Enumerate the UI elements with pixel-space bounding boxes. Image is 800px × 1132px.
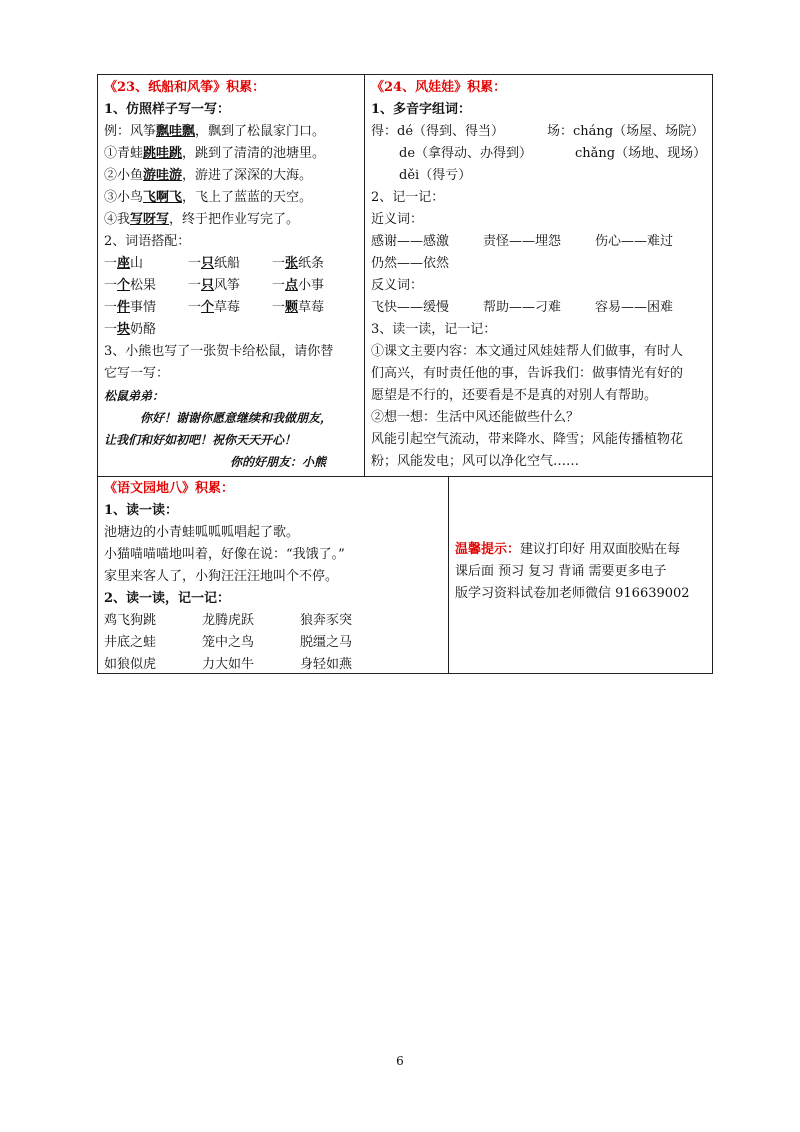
garden8-title (104, 480, 234, 498)
idiom: 如狼似虎 (104, 657, 157, 672)
match-measure: 个 (201, 300, 215, 315)
think-line1: ②想一想：生活中风还能做些什么？ (371, 410, 580, 425)
pinyin: cháng (573, 124, 614, 139)
garden8-s2-title: 2、读一读，记一记： (104, 591, 231, 606)
practice-2-prefix: ②小鱼 (104, 168, 144, 183)
garden8-s1-title: 1、读一读： (104, 503, 179, 518)
synonym-pair: 感谢——感激 (371, 234, 450, 249)
idiom: 身轻如燕 (300, 657, 353, 672)
lesson23-s1-title: 1、仿照样子写一写： (104, 102, 231, 117)
idiom: 鸡飞狗跳 (104, 613, 157, 628)
match-measure: 个 (117, 278, 131, 293)
match-item (104, 299, 156, 317)
card-salutation: 松鼠弟弟： (104, 389, 165, 403)
match-item (188, 299, 240, 317)
read-sentence-3: 家里来客人了，小狗汪汪汪地叫个不停。 (104, 569, 339, 584)
match-noun: 风筝 (214, 278, 241, 293)
match-item (188, 255, 240, 273)
divider-bottom-vertical (448, 476, 449, 673)
lesson24-cell (371, 79, 709, 474)
synonym-pair: 仍然——依然 (371, 256, 450, 271)
example-prefix: 例：风筝 (104, 124, 157, 139)
read-sentence-2: 小猫喵喵喵地叫着，好像在说：“我饿了。” (104, 547, 345, 562)
match-noun: 纸条 (298, 256, 325, 271)
synonym-pair: 伤心——难过 (595, 234, 674, 249)
match-measure: 座 (117, 256, 131, 271)
match-noun: 松果 (130, 278, 157, 293)
pinyin: de (399, 146, 416, 161)
polyphone-chang-1 (547, 123, 704, 141)
practice-1-prefix: ①青蛙 (104, 146, 144, 161)
match-prefix: 一 (188, 278, 202, 293)
practice-1-word: 跳哇跳 (143, 146, 183, 161)
tip-line3: 版学习资料试卷加老师微信 916639002 (455, 586, 690, 601)
idiom: 笼中之鸟 (202, 635, 255, 650)
pinyin-words: （得到、得当） (413, 124, 505, 139)
card-signature: 你的好朋友：小熊 (230, 455, 327, 469)
match-item (272, 255, 324, 273)
practice-1-suffix: ，跳到了清清的池塘里。 (182, 146, 326, 161)
main-content-line1: ①课文主要内容：本文通过风娃娃帮人们做事，有时人 (371, 344, 684, 359)
polyphone-de-char: 得： (371, 124, 398, 139)
match-prefix: 一 (272, 300, 286, 315)
match-noun: 奶酪 (130, 322, 157, 337)
idiom: 狼奔豕突 (300, 613, 353, 628)
match-noun: 小事 (298, 278, 325, 293)
practice-4-word: 写呀写 (130, 212, 170, 227)
match-prefix: 一 (104, 300, 118, 315)
idiom: 力大如牛 (202, 657, 255, 672)
match-noun: 纸船 (214, 256, 241, 271)
synonym-title: 近义词： (371, 212, 424, 227)
garden8-title-suffix: 积累： (195, 481, 235, 496)
lesson24-s2-title: 2、记一记： (371, 190, 445, 205)
think-line2: 风能引起空气流动，带来降水、降雪；风能传播植物花 (371, 432, 684, 447)
think-line3: 粉；风能发电；风可以净化空气…… (371, 454, 580, 469)
match-prefix: 一 (188, 300, 202, 315)
practice-sentence-3 (104, 189, 312, 207)
match-noun: 事情 (130, 300, 157, 315)
main-content-line3: 愿望是不行的，还要看是不是真的对别人有帮助。 (371, 388, 658, 403)
match-measure: 只 (201, 256, 215, 271)
match-prefix: 一 (272, 256, 286, 271)
practice-sentence-2 (104, 167, 312, 185)
example-sentence (104, 123, 325, 141)
match-noun: 山 (130, 256, 144, 271)
divider-horizontal (98, 476, 712, 477)
match-noun: 草莓 (214, 300, 241, 315)
match-measure: 点 (285, 278, 299, 293)
lesson23-s3-line1: 3、小熊也写了一张贺卡给松鼠，请你替 (104, 344, 334, 359)
tip-line1 (455, 541, 680, 559)
read-sentence-1: 池塘边的小青蛙呱呱呱唱起了歌。 (104, 525, 300, 540)
lesson23-title-suffix: 积累： (226, 80, 266, 95)
idiom: 脱缰之马 (300, 635, 353, 650)
pinyin: děi (399, 168, 420, 183)
example-word: 飘哇飘 (156, 124, 196, 139)
match-measure: 颗 (285, 300, 299, 315)
antonym-pair: 帮助——刁难 (483, 300, 562, 315)
page-number: 6 (396, 1054, 404, 1068)
match-measure: 张 (285, 256, 299, 271)
idiom: 龙腾虎跃 (202, 613, 255, 628)
lesson24-title-name: 《24、风娃娃》 (371, 80, 468, 95)
antonym-title: 反义词： (371, 278, 424, 293)
lesson24-title-suffix: 积累： (467, 80, 507, 95)
tip-text-1: 建议打印好 用双面胶贴在每 (520, 542, 681, 557)
lesson24-title (371, 79, 506, 97)
polyphone-chang-2 (575, 145, 706, 163)
match-measure: 件 (117, 300, 131, 315)
lesson23-title-name: 《23、纸船和风筝》 (104, 80, 227, 95)
synonym-pair: 责怪——埋怨 (483, 234, 562, 249)
match-prefix: 一 (188, 256, 202, 271)
lesson23-cell (104, 79, 364, 474)
match-item (188, 277, 240, 295)
match-noun: 草莓 (298, 300, 325, 315)
polyphone-de-2 (399, 145, 532, 163)
practice-4-prefix: ④我 (104, 212, 131, 227)
practice-3-suffix: ，飞上了蓝蓝的天空。 (182, 190, 313, 205)
garden8-title-name: 《语文园地八》 (104, 481, 196, 496)
lesson24-s3-title: 3、读一读，记一记： (371, 322, 497, 337)
practice-4-suffix: ，终于把作业写完了。 (169, 212, 300, 227)
pinyin-words: （场地、现场） (615, 146, 707, 161)
example-suffix: ，飘到了松鼠家门口。 (195, 124, 326, 139)
pinyin-words: （拿得动、办得到） (415, 146, 533, 161)
practice-sentence-4 (104, 211, 299, 229)
main-content-line2: 们高兴，有时责任他的事，告诉我们：做事情光有好的 (371, 366, 684, 381)
practice-2-word: 游哇游 (143, 168, 183, 183)
match-item (272, 299, 324, 317)
lesson24-s1-title: 1、多音字组词： (371, 102, 472, 117)
match-prefix: 一 (272, 278, 286, 293)
card-body-line2: 让我们和好如初吧！祝你天天开心！ (104, 433, 297, 447)
notes-table (97, 74, 713, 674)
tip-line2: 课后面 预习 复习 背诵 需要更多电子 (455, 564, 667, 579)
match-prefix: 一 (104, 256, 118, 271)
match-item (104, 321, 156, 339)
match-measure: 只 (201, 278, 215, 293)
tip-cell (455, 537, 710, 627)
pinyin-words: （得亏） (419, 168, 472, 183)
match-prefix: 一 (104, 278, 118, 293)
antonym-pair: 容易——困难 (595, 300, 674, 315)
lesson23-s2-title: 2、词语搭配： (104, 234, 191, 249)
pinyin-words: （场屋、场院） (613, 124, 705, 139)
match-measure: 块 (117, 322, 131, 337)
practice-3-word: 飞啊飞 (143, 190, 183, 205)
polyphone-de-1 (371, 123, 504, 141)
match-item (104, 255, 143, 273)
garden8-cell (104, 480, 444, 670)
tip-label: 温馨提示： (455, 542, 521, 557)
polyphone-de-3 (399, 167, 471, 185)
match-item (104, 277, 156, 295)
pinyin: dé (397, 124, 414, 139)
lesson23-title (104, 79, 265, 97)
divider-top-vertical (364, 75, 365, 476)
match-item (272, 277, 324, 295)
lesson23-s3-line2: 它写一写： (104, 366, 170, 381)
card-body-line1: 你好！谢谢你愿意继续和我做朋友， (140, 411, 333, 425)
polyphone-chang-char: 场： (547, 124, 574, 139)
antonym-pair: 飞快——缓慢 (371, 300, 450, 315)
pinyin: chǎng (575, 146, 616, 161)
match-prefix: 一 (104, 322, 118, 337)
idiom: 井底之蛙 (104, 635, 157, 650)
practice-2-suffix: ，游进了深深的大海。 (182, 168, 313, 183)
practice-3-prefix: ③小鸟 (104, 190, 144, 205)
practice-sentence-1 (104, 145, 325, 163)
